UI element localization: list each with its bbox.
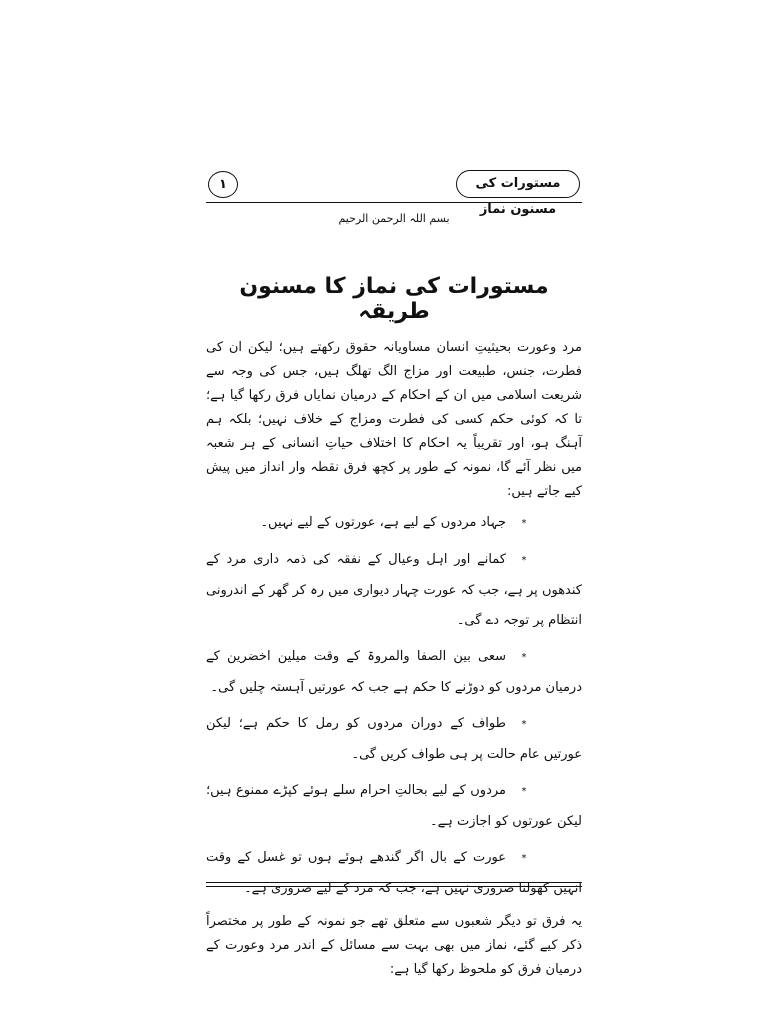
list-item: *مردوں کے لیے بحالتِ احرام سلے ہوئے کپڑے ممنوع ہیں؛ لیکن عورتوں کو اجازت ہے۔ [206,776,582,837]
footer-divider [206,882,582,883]
list-item: *سعی بین الصفا والمروۃ کے وقت میلین اخضرین کے درمیان مردوں کو دوڑنے کا حکم ہے جب کہ عورتیں آہستہ چلیں گی۔ [206,642,582,703]
page-header [206,168,582,217]
bismillah-calligraphy: بسم اللہ الرحمن الرحیم [338,212,450,225]
intro-paragraph: مرد وعورت بحیثیتِ انسان مساویانہ حقوق رکھتے ہیں؛ لیکن ان کی فطرت، جنس، طبیعت اور مزاج الگ تھلگ ہیں، جس کی وجہ سے شریعت اسلامی میں ان کے احکام کے درمیان نمایاں فرق رکھا گیا ہے؛ تا کہ کوئی حکم کسی کی فطرت ومزاج کے خلاف نہیں؛ بلکہ ہم آہنگ ہو، اور تقریباً یہ احکام کا اختلاف حیاتِ انسانی کے ہر شعبہ میں نظر آئے گا، نمونہ کے طور پر کچھ فرق نقطہ وار انداز میں پیش کیے جاتے ہیں: [206,340,582,499]
list-item: *کمانے اور اہل وعیال کے نفقہ کی ذمہ داری مرد کے کندھوں پر ہے، جب کہ عورت چہار دیواری میں رہ کر گھر کے اندرونی انتظام پر توجہ دے گی۔ [206,545,582,636]
closing-paragraph: یہ فرق تو دیگر شعبوں سے متعلق تھے جو نمونہ کے طور پر مختصراً ذکر کیے گئے، نماز میں بھی بہت سے مسائل کے اندر مرد وعورت کے درمیان فرق کو ملحوظ رکھا گیا ہے: [206,914,582,977]
running-title: مستورات کی مسنون نماز [456,170,580,198]
star-bullet-icon: * [521,786,527,797]
footer-divider-thin [206,886,582,887]
page-number: ۱ [208,171,238,198]
star-bullet-icon: * [521,652,527,663]
list-item: *عورت کے بال اگر گندھے ہوئے ہوں تو غسل کے وقت انہیں کھولنا ضروری نہیں ہے، جب کہ مرد کے لیے ضروری ہے۔ [206,843,582,904]
list-item: *جہاد مردوں کے لیے ہے، عورتوں کے لیے نہیں۔ [206,508,582,539]
star-bullet-icon: * [521,518,527,529]
list-item: *طواف کے دوران مردوں کو رمل کا حکم ہے؛ لیکن عورتیں عام حالت پر ہی طواف کریں گی۔ [206,709,582,770]
star-bullet-icon: * [521,555,527,566]
star-bullet-icon: * [521,853,527,864]
header-divider [206,202,582,203]
star-bullet-icon: * [521,719,527,730]
chapter-title: مستورات کی نماز کا مسنون طریقہ [239,274,549,324]
difference-list [206,508,582,904]
book-page [206,168,582,977]
